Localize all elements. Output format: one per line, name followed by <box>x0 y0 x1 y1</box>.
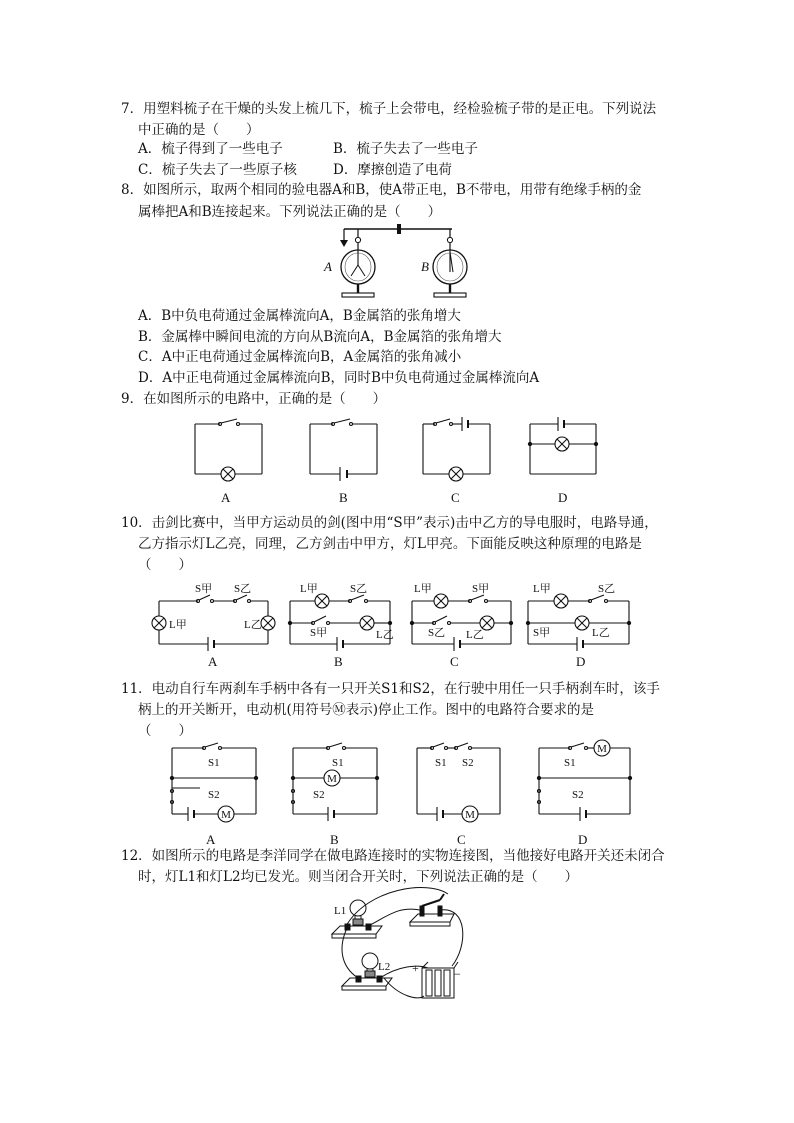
q7-stem-line1: 7．用塑料梳子在干燥的头发上梳几下，梳子上会带电，经检验梳子带的是正电。下列说法 <box>121 101 657 117</box>
q10-label-d: D <box>576 654 586 669</box>
q9-circuits <box>190 416 610 508</box>
q11-circuits <box>160 740 640 848</box>
q11-label-a: A <box>206 832 216 847</box>
q9-circuit-b <box>310 419 377 481</box>
q10c-l-jia: L甲 <box>414 583 432 595</box>
q11-label-b: B <box>330 832 339 847</box>
q11a-s2: S2 <box>208 789 220 801</box>
label-minus: − <box>454 967 461 981</box>
q10-circuit-d <box>526 594 630 651</box>
q10d-s-jia: S甲 <box>533 627 551 639</box>
arrow-icon <box>340 240 348 247</box>
q12-stem-line2: 时，灯L1和灯L2均已发光。则当闭合开关时，下列说法正确的是（ ） <box>138 869 579 885</box>
q11a-motor-icon: M <box>221 809 231 821</box>
q10-stem-line1: 10．击剑比赛中，当甲方运动员的剑(图中用“S甲”表示)击中乙方的导电服时，电路导通， <box>121 515 658 531</box>
q11c-s1: S1 <box>435 757 447 769</box>
q9-label-d: D <box>558 490 568 505</box>
q11-stem-line2: 柄上的开关断开，电动机(用符号Ⓜ表示)停止工作。图中的电路符合要求的是 <box>138 702 595 718</box>
bulb-icon <box>362 953 378 969</box>
q10c-s-yi: S乙 <box>428 627 446 639</box>
label-b: B <box>421 259 429 274</box>
electroscope-a <box>341 229 375 297</box>
q10-circuits <box>150 578 640 670</box>
q10-label-b: B <box>334 654 343 669</box>
q10b-s-yi: S乙 <box>350 583 368 595</box>
q10d-s-yi: S乙 <box>598 583 616 595</box>
electroscope-figure <box>318 220 478 308</box>
q8-option-a: A．B中负电荷通过金属棒流向A，B金属箔的张角增大 <box>138 308 461 324</box>
electroscope-b <box>433 229 467 297</box>
q11b-s2: S2 <box>313 789 325 801</box>
q11c-motor-icon: M <box>465 809 475 821</box>
q11-label-d: D <box>578 832 588 847</box>
q10-label-c: C <box>450 654 459 669</box>
label-l2: L2 <box>378 961 391 973</box>
q11d-motor-icon: M <box>597 743 607 755</box>
q8-option-b: B．金属棒中瞬间电流的方向从B流向A，B金属箔的张角增大 <box>138 329 502 345</box>
q10a-l-jia: L甲 <box>169 619 187 631</box>
q10-stem-line2: 乙方指示灯L乙亮，同理，乙方剑击中甲方，灯L甲亮。下面能反映这种原理的电路是 <box>138 536 642 552</box>
q10b-l-yi: L乙 <box>376 629 394 641</box>
q11d-s1: S1 <box>564 757 576 769</box>
q11-circuit-a <box>170 743 257 822</box>
q9-label-c: C <box>451 490 460 505</box>
q10-circuit-b <box>288 594 391 651</box>
q8-stem-line2: 属棒把A和B连接起来。下列说法正确的是（ ） <box>138 204 442 220</box>
q10d-l-jia: L甲 <box>533 583 551 595</box>
q9-label-b: B <box>339 490 348 505</box>
q7-option-c: C．梳子失去了一些原子核 <box>138 162 297 178</box>
q7-option-a: A．梳子得到了一些电子 <box>138 141 283 157</box>
q11d-s2: S2 <box>572 789 584 801</box>
q12-stem-line1: 12．如图所示的电路是李洋同学在做电路连接时的实物连接图，当他接好电路开关还未闭合 <box>121 848 665 864</box>
q10d-l-yi: L乙 <box>592 627 610 639</box>
q9-circuit-c <box>423 417 490 481</box>
label-l1: L1 <box>334 905 347 917</box>
label-plus: + <box>412 961 419 975</box>
label-a: A <box>324 259 332 274</box>
q10a-s-jia: S甲 <box>195 583 213 595</box>
bulb-icon <box>350 900 366 916</box>
q7-stem-line2: 中正确的是（ ） <box>138 122 260 138</box>
q8-option-d: D．A中正电荷通过金属棒流向B，同时B中负电荷通过金属棒流向A <box>138 370 540 386</box>
q9-circuit-d <box>528 417 597 474</box>
q8-stem-line1: 8．如图所示，取两个相同的验电器A和B，使A带正电，B不带电，用带有绝缘手柄的金 <box>121 182 642 198</box>
q11-circuit-d <box>537 740 631 821</box>
q9-label-a: A <box>221 490 231 505</box>
q12-physical-circuit <box>328 886 470 1004</box>
q10a-s-yi: S乙 <box>234 583 252 595</box>
q11-stem-line1: 11．电动自行车两刹车手柄中各有一只开关S1和S2，在行驶中用任一只手柄刹车时，该手 <box>121 681 660 697</box>
q10-circuit-c <box>410 594 512 651</box>
q10b-s-jia: S甲 <box>310 627 328 639</box>
q9-stem: 9．在如图所示的电路中，正确的是（ ） <box>121 391 387 407</box>
q11-stem-line3: （ ） <box>138 723 192 739</box>
q11-circuit-c <box>417 743 500 822</box>
insulated-handle <box>397 224 401 234</box>
q10c-l-yi: L乙 <box>466 629 484 641</box>
q8-option-c: C．A中正电荷通过金属棒流向B，A金属箔的张角减小 <box>138 349 462 365</box>
q7-option-d: D．摩擦创造了电荷 <box>333 162 452 178</box>
q11c-s2: S2 <box>462 757 474 769</box>
q10c-s-jia: S甲 <box>472 583 490 595</box>
q11b-motor-icon: M <box>327 773 337 785</box>
q10-stem-line3: （ ） <box>138 557 192 573</box>
q11b-s1: S1 <box>332 757 344 769</box>
q9-circuit-a <box>195 419 262 481</box>
q11a-s1: S1 <box>208 757 220 769</box>
q7-option-b: B．梳子失去了一些电子 <box>333 141 478 157</box>
q10b-l-jia: L甲 <box>300 583 318 595</box>
q10-label-a: A <box>208 654 218 669</box>
q10a-l-yi: L乙 <box>244 619 262 631</box>
q11-label-c: C <box>457 832 466 847</box>
